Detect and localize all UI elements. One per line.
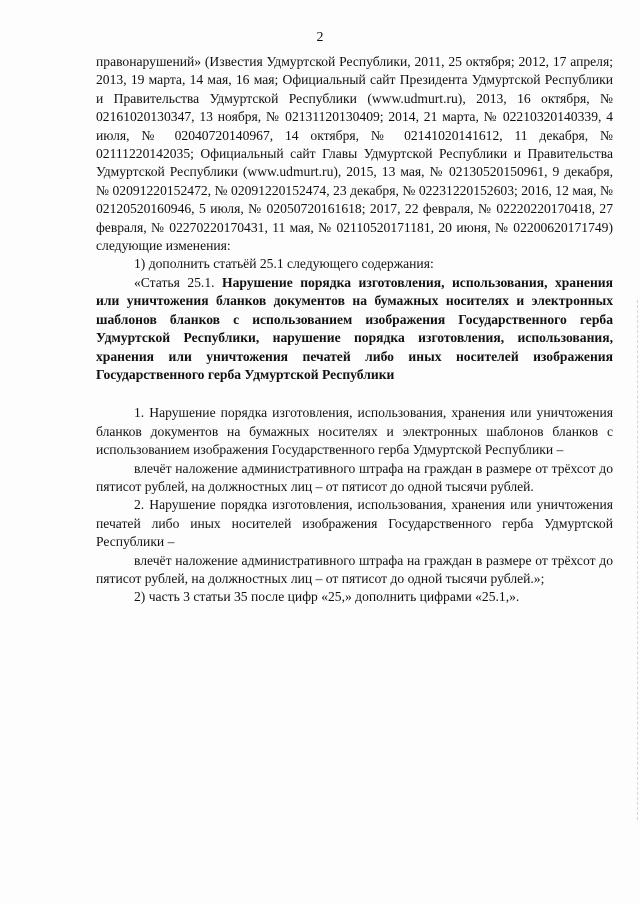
amendment-item-1: 1) дополнить статьёй 25.1 следующего содержания: bbox=[134, 256, 434, 272]
article-prefix: «Статья 25.1. bbox=[134, 274, 222, 290]
article-heading bbox=[96, 274, 613, 384]
intro-paragraph: правонарушений» (Известия Удмуртской Республики, 2011, 25 октября; 2012, 17 апреля; 2013, 19 марта, 14 мая, 16 мая; Официальный сайт Президента Удмуртской Республики и Правительства Удмуртской Республики (www.udmurt.ru), 2013, 16 октября, № 02161020130347, 13 ноября, № 02131120130409; 2014, 21 марта, № 02210320140339, 4 июля, № 02040720140967, 14 октября, № 02141020141612, 11 декабря, № 02111220142035; Официальный сайт Главы Удмуртской Республики и Правительства Удмуртской Республики (www.udmurt.ru), 2015, 13 мая, № 02130520150961, 9 декабря, № 02091220152472, № 02091220152474, 23 декабря, № 02231220152603; 2016, 12 мая, № 02120520160946, 5 июля, № 02050720161618; 2017, 22 февраля, № 02220220170418, 27 февраля, № 02270220170431, 11 мая, № 02110520171181, 20 июня, № 02200620171749) следующие изменения: bbox=[96, 54, 613, 254]
section-spacer bbox=[96, 384, 613, 404]
article-part-1-penalty: влечёт наложение административного штрафа на граждан в размере от трёхсот до пятисот рублей, на должностных лиц – от пятисот до одной тысячи рублей. bbox=[96, 460, 613, 494]
article-part-2: 2. Нарушение порядка изготовления, использования, хранения или уничтожения печатей либо иных носителей изображения Государственного герба Удмуртской Республики – bbox=[96, 497, 613, 550]
page-number: 2 bbox=[316, 30, 324, 45]
document-body bbox=[96, 53, 613, 607]
amendment-item-2: 2) часть 3 статьи 35 после цифр «25,» дополнить цифрами «25.1,». bbox=[134, 589, 520, 605]
article-title: Нарушение порядка изготовления, использования, хранения или уничтожения бланков документов на бумажных носителях и электронных шаблонов бланков с использованием изображения Государственного герба Удмуртской Республики, нарушение порядка изготовления, использования, хранения или уничтожения печатей либо иных носителей изображения Государственного герба Удмуртской Республики bbox=[96, 274, 613, 382]
article-part-2-penalty: влечёт наложение административного штрафа на граждан в размере от трёхсот до пятисот рублей, на должностных лиц – от пятисот до одной тысячи рублей.»; bbox=[96, 552, 613, 586]
scan-edge-line bbox=[636, 300, 638, 820]
article-part-1: 1. Нарушение порядка изготовления, использования, хранения или уничтожения бланков документов на бумажных носителях и электронных шаблонов бланков с использованием изображения Государственного герба Удмуртской Республики – bbox=[96, 405, 613, 458]
